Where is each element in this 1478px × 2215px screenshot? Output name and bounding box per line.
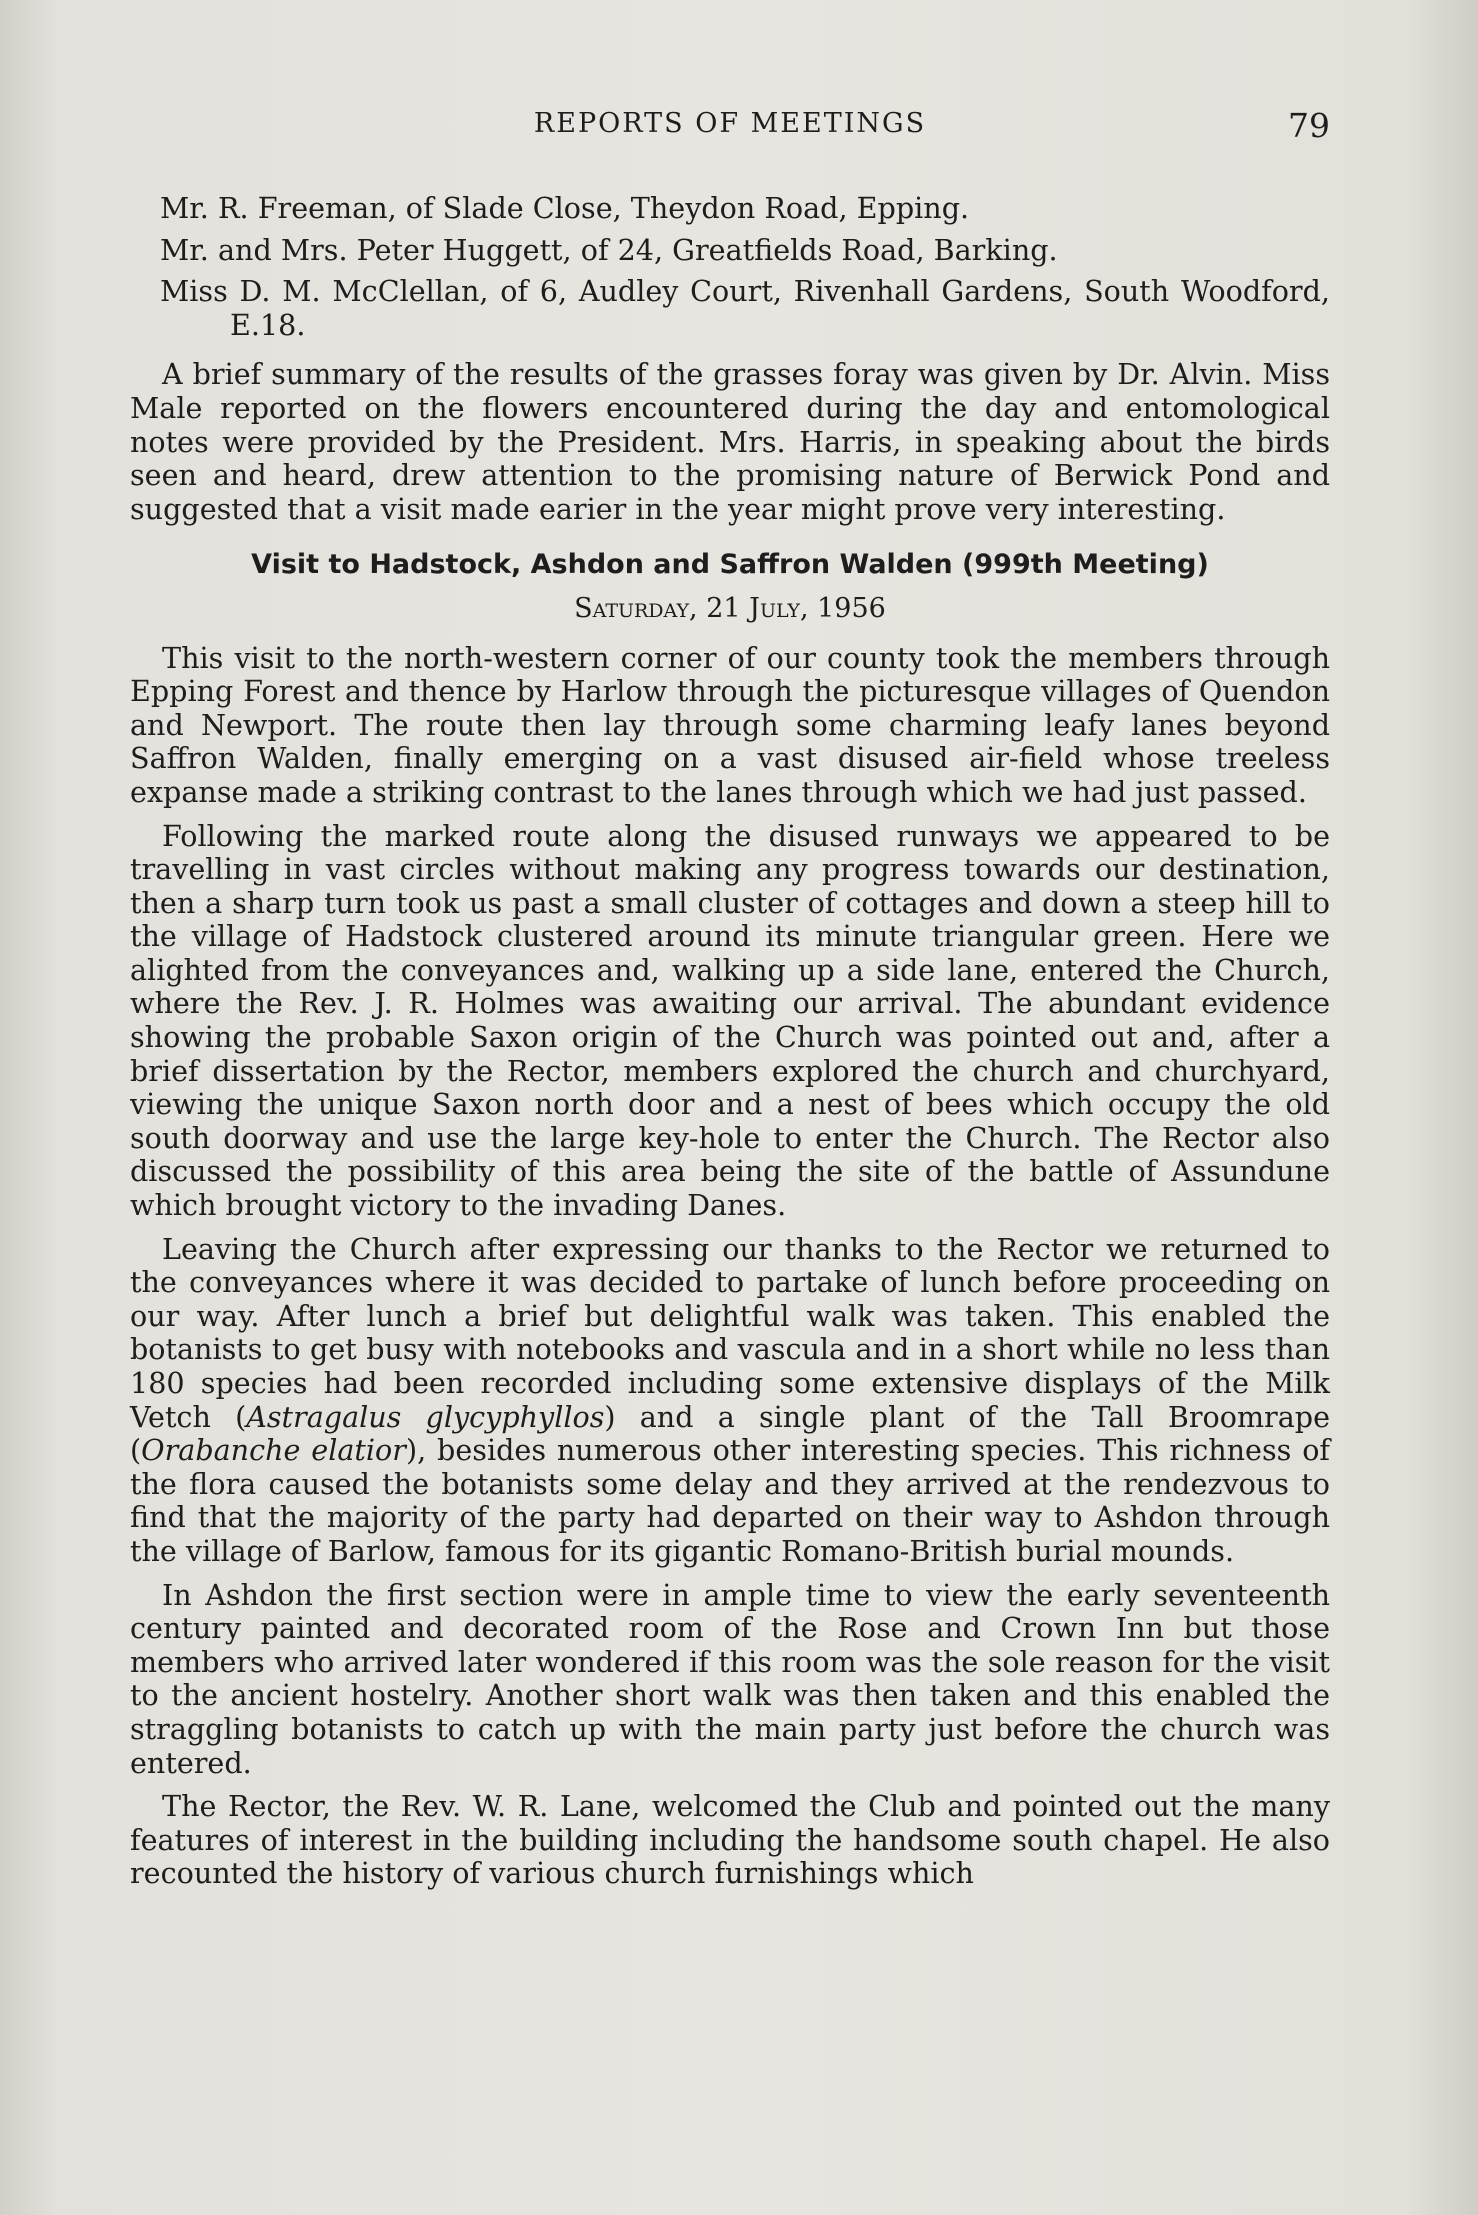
body-paragraph: In Ashdon the first section were in ample time to view the early seventeenth century painted and decorated room of the Rose and Crown Inn but those members who arrived later wondered if this room was the sole reason for the visit to the ancient hostelry. Another short walk was then taken and this enabled the straggling botanists to catch up with the main party just before the church was entered.	[130, 1577, 1330, 1780]
species-name: Orabanche elatior	[141, 1433, 406, 1468]
date-day: 21	[706, 592, 741, 624]
page-header	[130, 100, 1330, 160]
member-entry: Miss D. M. McClellan, of 6, Audley Court, Rivenhall Gardens, South Woodford, E.18.	[160, 274, 1330, 342]
body-paragraph: The Rector, the Rev. W. R. Lane, welcomed the Club and pointed out the many features of interest in the building including the handsome south chapel. He also recounted the history of various church furnishings which	[130, 1789, 1330, 1891]
paragraph-text: ), besides numerous other interesting species. This richness of the flora caused the botanists some delay and they arrived at the rendezvous to find that the majority of the party had departed on their way to Ashdon through the village of Barlow, famous for its gigantic Romano-British burial mounds.	[130, 1433, 1330, 1568]
meeting-heading: Visit to Hadstock, Ashdon and Saffron Walden (999th Meeting)	[251, 549, 1209, 581]
body-paragraph	[130, 1233, 1330, 1569]
date-year: 1956	[817, 592, 886, 624]
member-entry: Mr. and Mrs. Peter Huggett, of 24, Greatfields Road, Barking.	[160, 232, 1058, 267]
running-head: REPORTS OF MEETINGS	[533, 108, 927, 139]
member-entry: Mr. R. Freeman, of Slade Close, Theydon Road, Epping.	[160, 191, 970, 225]
paragraph-text: Leaving the Church after expressing our thanks to the Rector we returned to the conveyances where it was decided to partake of lunch before proceeding on our way. After lunch a brief but delightful walk was taken. This enabled the botanists to get busy with notebooks and vascula and in a short while no less than 180 species had been recorded including some extensive displays of the Milk Vetch (	[130, 1231, 1330, 1434]
summary-paragraph: A brief summary of the results of the grasses foray was given by Dr. Alvin. Miss Male reported on the flowers encountered during the day and entomological notes were provided by the President. Mrs. Harris, in speaking about the birds seen and heard, drew attention to the promising nature of Berwick Pond and suggested that a visit made earier in the year might prove very interesting.	[130, 357, 1330, 526]
paragraph-text: ) and a single plant of the Tall Broomrape (	[130, 1399, 1330, 1468]
date-month: July	[749, 592, 800, 624]
body-paragraph: Following the marked route along the disused runways we appeared to be travelling in vast circles without making any progress towards our destination, then a sharp turn took us past a small cluster of cottages and down a steep hill to the village of Hadstock clustered around its minute triangular green. Here we alighted from the conveyances and, walking up a side lane, entered the Church, where the Rev. J. R. Holmes was awaiting our arrival. The abundant evidence showing the probable Saxon origin of the Church was pointed out and, after a brief dissertation by the Rector, members explored the church and churchyard, viewing the unique Saxon north door and a nest of bees which occupy the old south doorway and use the large key-hole to enter the Church. The Rector also discussed the possibility of this area being the site of the battle of Assundune which brought victory to the invading Danes.	[130, 818, 1330, 1223]
body-paragraph: This visit to the north-western corner of our county took the members through Epping Forest and thence by Harlow through the picturesque villages of Quendon and Newport. The route then lay through some charming leafy lanes beyond Saffron Walden, finally emerging on a vast disused air-field whose treeless expanse made a striking contrast to the lanes through which we had just passed.	[130, 640, 1330, 809]
page-body	[130, 192, 1330, 1901]
meeting-date: Saturday, 21 July, 1956	[574, 592, 886, 624]
page-number: 79	[1288, 106, 1330, 145]
date-weekday: Saturday	[574, 592, 690, 624]
species-name: Astragalus glycyphyllos	[246, 1399, 605, 1434]
new-members-list	[130, 192, 1330, 342]
